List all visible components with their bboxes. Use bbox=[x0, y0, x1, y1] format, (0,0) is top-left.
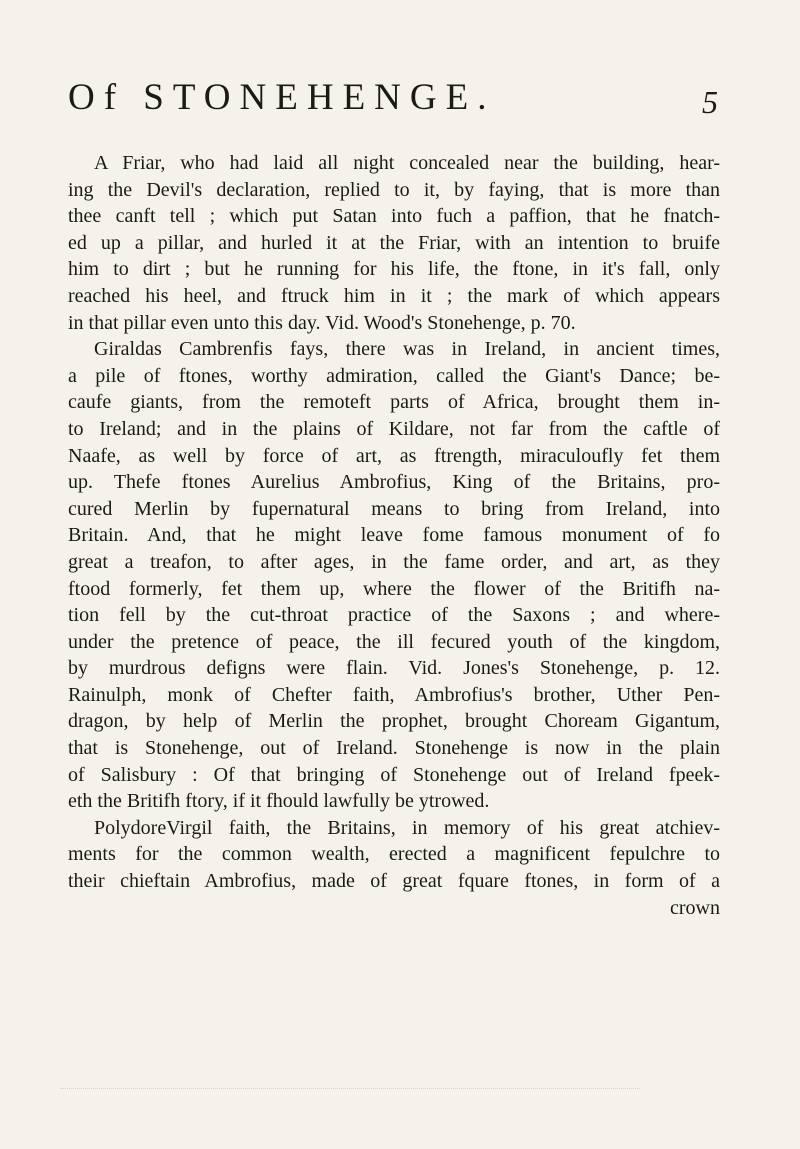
text-line: PolydoreVirgil faith, the Britains, in memory of his great atchiev- bbox=[94, 816, 720, 839]
text-line: ftood formerly, fet them up, where the flower of the Britifh na- bbox=[68, 577, 720, 600]
text-line: dragon, by help of Merlin the prophet, brought Choream Gigantum, bbox=[68, 710, 720, 733]
text-line: Naafe, as well by force of art, as ftrength, miraculoufly fet them bbox=[68, 444, 720, 467]
running-title: Of STONEHENGE. bbox=[68, 77, 496, 118]
text-line: tion fell by the cut-throat practice of the Saxons ; and where- bbox=[68, 604, 720, 627]
text-line: under the pretence of peace, the ill fecured youth of the kingdom, bbox=[68, 630, 720, 653]
page-number: 5 bbox=[702, 84, 718, 120]
text-line: ments for the common wealth, erected a magnificent fepulchre to bbox=[68, 843, 720, 866]
text-line: ing the Devil's declaration, replied to it, by faying, that is more than bbox=[68, 178, 720, 201]
text-line: cured Merlin by fupernatural means to bring from Ireland, into bbox=[68, 497, 720, 520]
text-line: Giraldas Cambrenfis fays, there was in Ireland, in ancient times, bbox=[94, 338, 720, 361]
text-line: a pile of ftones, worthy admiration, called the Giant's Dance; be- bbox=[68, 364, 720, 387]
catchword: crown bbox=[670, 896, 720, 919]
text-line: Britain. And, that he might leave fome famous monument of fo bbox=[68, 524, 720, 547]
text-line: by murdrous defigns were flain. Vid. Jones's Stonehenge, p. 12. bbox=[68, 657, 720, 680]
text-line: ed up a pillar, and hurled it at the Friar, with an intention to bruife bbox=[68, 231, 720, 254]
text-line: reached his heel, and ftruck him in it ; the mark of which appears bbox=[68, 284, 720, 307]
text-line: of Salisbury : Of that bringing of Stonehenge out of Ireland fpeek- bbox=[68, 763, 720, 786]
text-line: him to dirt ; but he running for his life, the ftone, in it's fall, only bbox=[68, 258, 720, 281]
body-text bbox=[68, 150, 720, 921]
text-line: Rainulph, monk of Chefter faith, Ambrofius's brother, Uther Pen- bbox=[68, 683, 720, 706]
text-line: that is Stonehenge, out of Ireland. Stonehenge is now in the plain bbox=[68, 737, 720, 760]
text-line: in that pillar even unto this day. Vid. Wood's Stonehenge, p. 70. bbox=[68, 311, 576, 334]
text-line: up. Thefe ftones Aurelius Ambrofius, King of the Britains, pro- bbox=[68, 471, 720, 494]
text-line: their chieftain Ambrofius, made of great fquare ftones, in form of a bbox=[68, 870, 720, 893]
text-line: to Ireland; and in the plains of Kildare, not far from the caftle of bbox=[68, 417, 720, 440]
text-line: A Friar, who had laid all night concealed near the building, hear- bbox=[94, 152, 720, 174]
text-line: caufe giants, from the remoteft parts of Africa, brought them in- bbox=[68, 391, 720, 414]
page-smudge bbox=[60, 1088, 640, 1103]
text-line: great a treafon, to after ages, in the fame order, and art, as they bbox=[68, 550, 720, 573]
text-line: thee canft tell ; which put Satan into fuch a paffion, that he fnatch- bbox=[68, 205, 720, 228]
text-line: eth the Britifh ftory, if it fhould lawfully be ytrowed. bbox=[68, 790, 490, 813]
running-head bbox=[68, 76, 718, 126]
